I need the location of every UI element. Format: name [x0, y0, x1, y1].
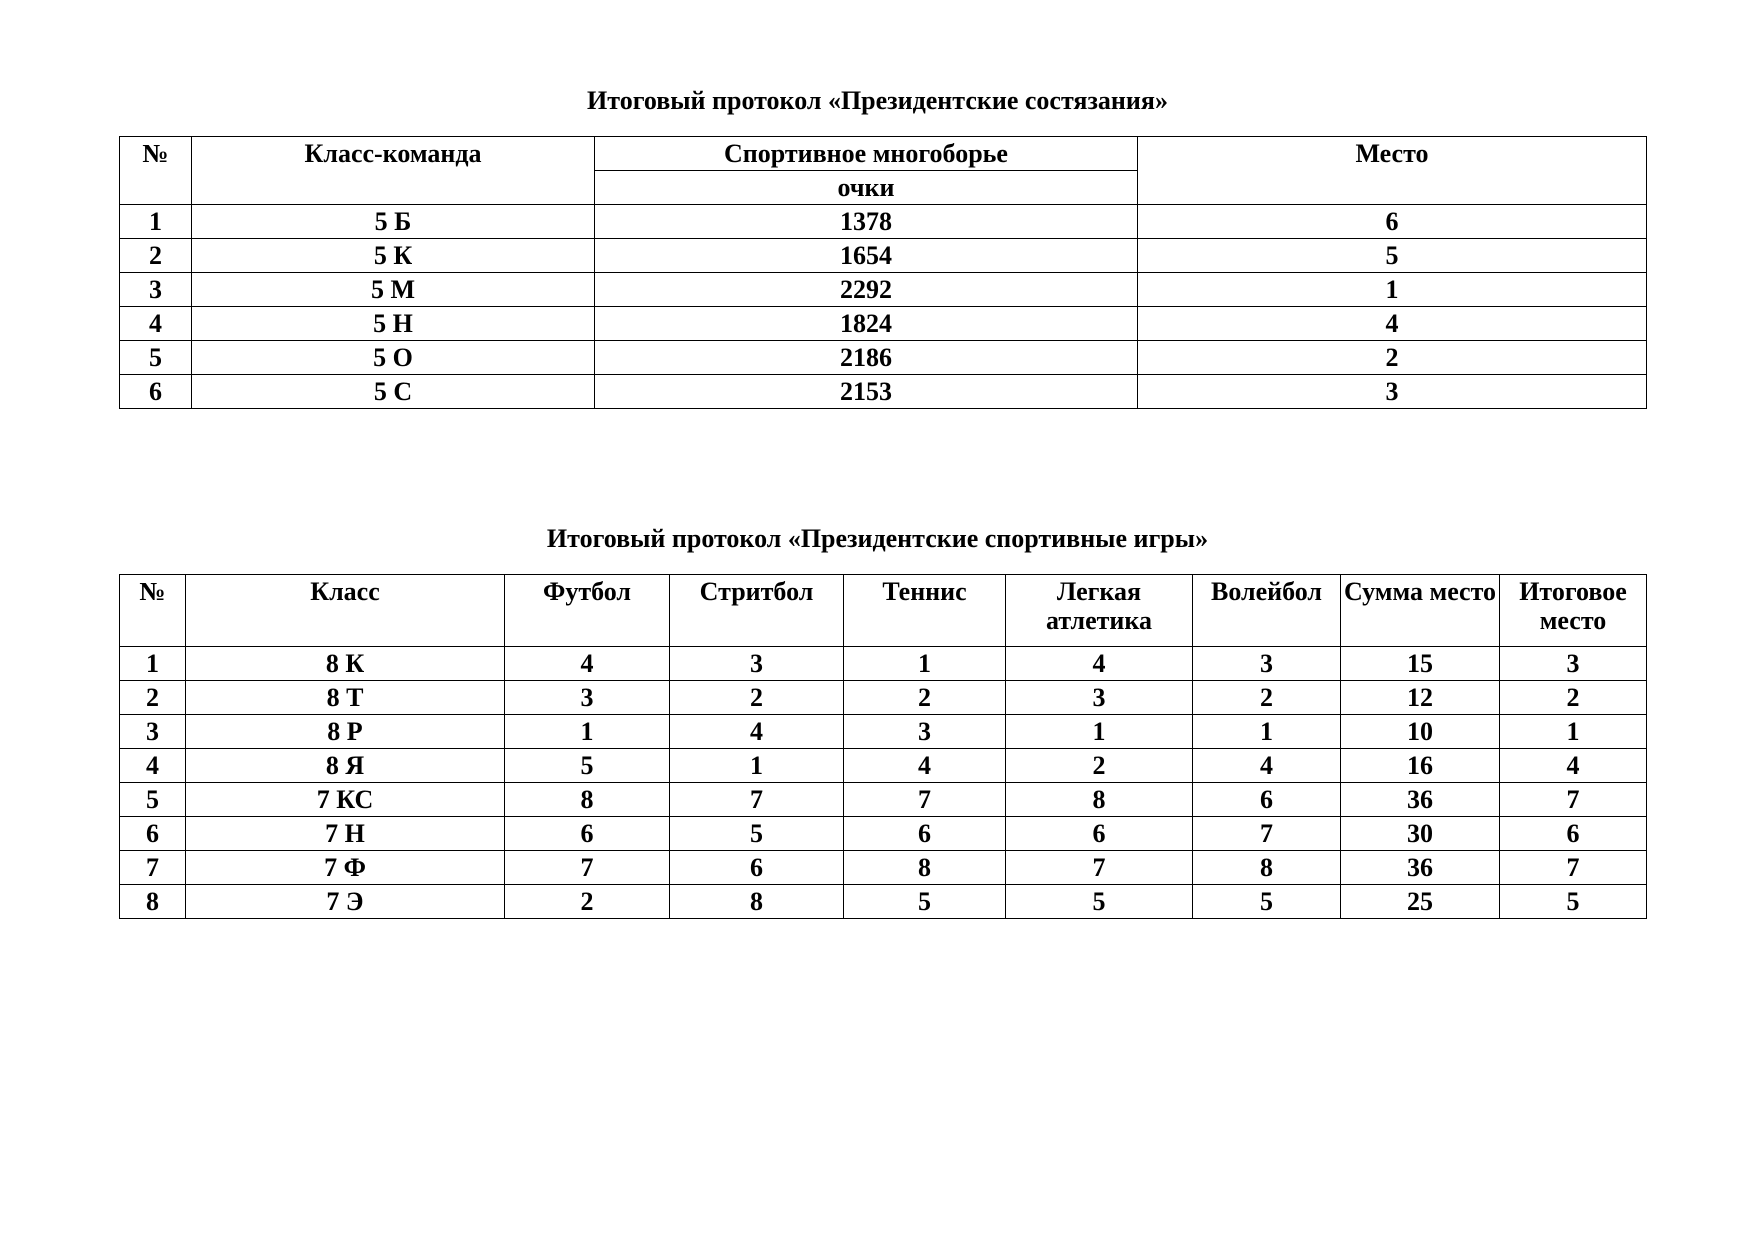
cell-num: 2: [120, 681, 186, 715]
cell-volleyball: 3: [1193, 647, 1341, 681]
cell-football: 5: [505, 749, 670, 783]
cell-num: 3: [120, 715, 186, 749]
cell-sum-place: 30: [1341, 817, 1500, 851]
cell-volleyball: 7: [1193, 817, 1341, 851]
table-row: [120, 885, 1647, 919]
cell-sum-place: 12: [1341, 681, 1500, 715]
cell-final-place: 7: [1500, 851, 1647, 885]
cell-points: 2186: [595, 341, 1138, 375]
header-num: №: [120, 575, 186, 647]
header-final-place: Итоговое место: [1500, 575, 1647, 647]
cell-team: 5 М: [192, 273, 595, 307]
table-row: [120, 851, 1647, 885]
protocol-2-title: Итоговый протокол «Президентские спортивные игры»: [546, 524, 1209, 553]
cell-volleyball: 1: [1193, 715, 1341, 749]
cell-num: 5: [120, 341, 192, 375]
cell-tennis: 3: [844, 715, 1006, 749]
presidential-contests-table: [119, 136, 1647, 409]
cell-place: 5: [1138, 239, 1647, 273]
cell-team: 5 Б: [192, 205, 595, 239]
cell-streetball: 7: [670, 783, 844, 817]
cell-class: 7 Н: [186, 817, 505, 851]
header-team: Класс-команда: [192, 137, 595, 205]
cell-sum-place: 16: [1341, 749, 1500, 783]
cell-tennis: 1: [844, 647, 1006, 681]
table-row: [120, 307, 1647, 341]
cell-athletics: 7: [1006, 851, 1193, 885]
cell-athletics: 2: [1006, 749, 1193, 783]
cell-points: 2153: [595, 375, 1138, 409]
cell-volleyball: 8: [1193, 851, 1341, 885]
table-row: [120, 681, 1647, 715]
protocol-1-title: Итоговый протокол «Президентские состязания»: [587, 86, 1168, 115]
cell-sum-place: 25: [1341, 885, 1500, 919]
cell-place: 2: [1138, 341, 1647, 375]
cell-athletics: 1: [1006, 715, 1193, 749]
table-row: [120, 817, 1647, 851]
cell-football: 1: [505, 715, 670, 749]
cell-place: 6: [1138, 205, 1647, 239]
header-num: №: [120, 137, 192, 205]
cell-streetball: 2: [670, 681, 844, 715]
header-athletics: Легкая атлетика: [1006, 575, 1193, 647]
header-place: Место: [1138, 137, 1647, 205]
cell-volleyball: 6: [1193, 783, 1341, 817]
cell-points: 1824: [595, 307, 1138, 341]
table-row: [120, 749, 1647, 783]
cell-num: 1: [120, 647, 186, 681]
cell-class: 7 Ф: [186, 851, 505, 885]
header-class: Класс: [186, 575, 505, 647]
table-row: [120, 715, 1647, 749]
cell-streetball: 6: [670, 851, 844, 885]
cell-sum-place: 10: [1341, 715, 1500, 749]
cell-streetball: 1: [670, 749, 844, 783]
header-football: Футбол: [505, 575, 670, 647]
cell-final-place: 5: [1500, 885, 1647, 919]
cell-tennis: 2: [844, 681, 1006, 715]
cell-tennis: 8: [844, 851, 1006, 885]
header-tennis: Теннис: [844, 575, 1006, 647]
cell-num: 1: [120, 205, 192, 239]
cell-num: 6: [120, 375, 192, 409]
cell-volleyball: 5: [1193, 885, 1341, 919]
cell-num: 6: [120, 817, 186, 851]
table-header-row: [120, 575, 1647, 647]
cell-athletics: 6: [1006, 817, 1193, 851]
cell-athletics: 4: [1006, 647, 1193, 681]
cell-final-place: 4: [1500, 749, 1647, 783]
table-row: [120, 273, 1647, 307]
cell-num: 4: [120, 307, 192, 341]
cell-num: 2: [120, 239, 192, 273]
cell-final-place: 2: [1500, 681, 1647, 715]
cell-football: 7: [505, 851, 670, 885]
cell-team: 5 Н: [192, 307, 595, 341]
cell-volleyball: 4: [1193, 749, 1341, 783]
header-sum-place: Сумма место: [1341, 575, 1500, 647]
cell-sum-place: 36: [1341, 783, 1500, 817]
table-header-row: [120, 137, 1647, 171]
cell-points: 1654: [595, 239, 1138, 273]
cell-tennis: 5: [844, 885, 1006, 919]
cell-sum-place: 15: [1341, 647, 1500, 681]
cell-football: 4: [505, 647, 670, 681]
cell-streetball: 3: [670, 647, 844, 681]
cell-final-place: 6: [1500, 817, 1647, 851]
cell-football: 6: [505, 817, 670, 851]
cell-class: 8 Р: [186, 715, 505, 749]
cell-streetball: 8: [670, 885, 844, 919]
cell-final-place: 7: [1500, 783, 1647, 817]
table-row: [120, 783, 1647, 817]
cell-tennis: 6: [844, 817, 1006, 851]
cell-sum-place: 36: [1341, 851, 1500, 885]
header-points: очки: [595, 171, 1138, 205]
cell-num: 3: [120, 273, 192, 307]
cell-num: 7: [120, 851, 186, 885]
cell-final-place: 3: [1500, 647, 1647, 681]
cell-num: 5: [120, 783, 186, 817]
table-row: [120, 239, 1647, 273]
cell-athletics: 8: [1006, 783, 1193, 817]
cell-streetball: 4: [670, 715, 844, 749]
table-row: [120, 375, 1647, 409]
cell-num: 4: [120, 749, 186, 783]
cell-class: 8 К: [186, 647, 505, 681]
header-event: Спортивное многоборье: [595, 137, 1138, 171]
cell-class: 7 КС: [186, 783, 505, 817]
cell-points: 2292: [595, 273, 1138, 307]
cell-tennis: 7: [844, 783, 1006, 817]
cell-team: 5 К: [192, 239, 595, 273]
cell-place: 3: [1138, 375, 1647, 409]
cell-class: 8 Я: [186, 749, 505, 783]
cell-volleyball: 2: [1193, 681, 1341, 715]
cell-final-place: 1: [1500, 715, 1647, 749]
table-row: [120, 341, 1647, 375]
table-row: [120, 205, 1647, 239]
cell-num: 8: [120, 885, 186, 919]
cell-athletics: 3: [1006, 681, 1193, 715]
cell-football: 3: [505, 681, 670, 715]
cell-team: 5 С: [192, 375, 595, 409]
cell-streetball: 5: [670, 817, 844, 851]
cell-football: 2: [505, 885, 670, 919]
cell-team: 5 О: [192, 341, 595, 375]
cell-place: 1: [1138, 273, 1647, 307]
cell-class: 7 Э: [186, 885, 505, 919]
presidential-games-table: [119, 574, 1647, 919]
header-streetball: Стритбол: [670, 575, 844, 647]
cell-football: 8: [505, 783, 670, 817]
cell-tennis: 4: [844, 749, 1006, 783]
table-row: [120, 647, 1647, 681]
header-volleyball: Волейбол: [1193, 575, 1341, 647]
cell-points: 1378: [595, 205, 1138, 239]
cell-class: 8 Т: [186, 681, 505, 715]
cell-place: 4: [1138, 307, 1647, 341]
cell-athletics: 5: [1006, 885, 1193, 919]
